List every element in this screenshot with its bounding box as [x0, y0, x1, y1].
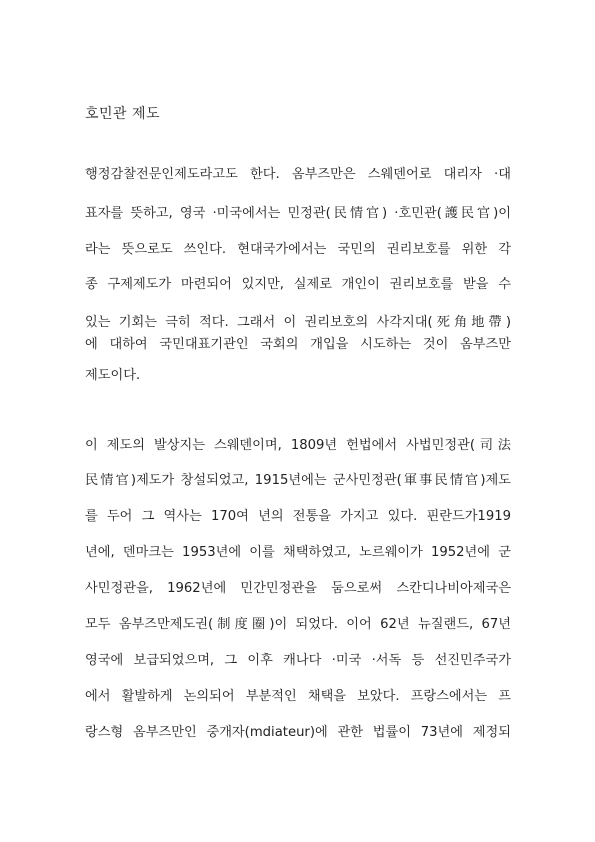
paragraph-1-line-3: 라는 뜻으로도 쓰인다. 현대국가에서는 국민의 권리보호를 위한 각	[85, 242, 511, 257]
paragraph-1-line-1: 행정감찰전문인제도라고도 한다. 옴부즈만은 스웨덴어로 대리자 ·대	[85, 167, 511, 182]
paragraph-1-line-5: 있는 기회는 극히 적다. 그래서 이 권리보호의 사각지대(死角地帶)	[85, 315, 511, 330]
paragraph-1-line-7: 제도이다.	[85, 368, 141, 383]
paragraph-2-line-2: 民情官)제도가 창설되었고, 1915년에는 군사민정관(軍事民情官)제도	[85, 473, 511, 488]
paragraph-2-line-8: 에서 활발하게 논의되어 부분적인 채택을 보았다. 프랑스에서는 프	[85, 689, 511, 704]
paragraph-2-line-3: 를 두어 그 역사는 170여 년의 전통을 가지고 있다. 핀란드가1919	[85, 509, 511, 524]
paragraph-1-line-2: 표자를 뜻하고, 영국 ·미국에서는 민정관(民情官) ·호민관(護民官)이	[85, 206, 511, 221]
paragraph-2-line-1: 이 제도의 발상지는 스웨덴이며, 1809년 헌법에서 사법민정관(司法	[85, 438, 511, 453]
paragraph-2-line-5: 사민정관을, 1962년에 민간민정관을 둠으로써 스칸디나비아제국은	[85, 581, 511, 596]
paragraph-1-line-6: 에 대하여 국민대표기관인 국회의 개입을 시도하는 것이 옴부즈만	[85, 337, 511, 352]
paragraph-1-line-4: 종 구제제도가 마련되어 있지만, 실제로 개인이 권리보호를 받을 수	[85, 277, 511, 292]
document-title: 호민관 제도	[85, 106, 161, 122]
paragraph-2-line-4: 년에, 덴마크는 1953년에 이를 채택하였고, 노르웨이가 1952년에 군	[85, 545, 511, 560]
paragraph-2-line-9: 랑스형 옴부즈만인 중개자(mdiateur)에 관한 법률이 73년에 제정되	[85, 725, 511, 740]
paragraph-2-line-7: 영국에 보급되었으며, 그 이후 캐나다 ·미국 ·서독 등 선진민주국가	[85, 653, 511, 668]
paragraph-2-line-6: 모두 옴부즈만제도권(制度圈)이 되었다. 이어 62년 뉴질랜드, 67년	[85, 617, 511, 632]
